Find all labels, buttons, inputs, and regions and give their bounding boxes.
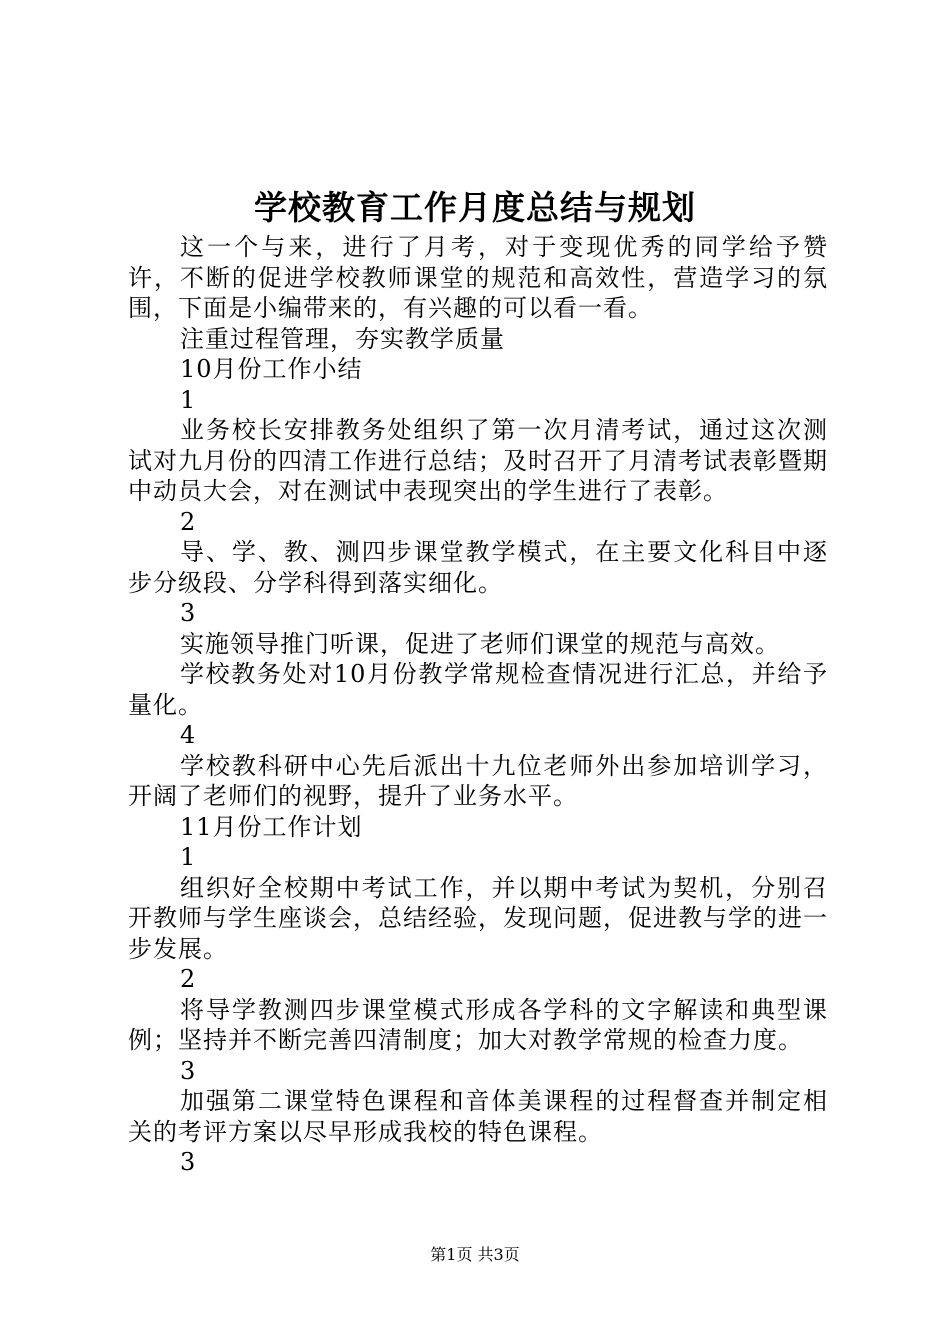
item-number: 2 — [180, 965, 196, 993]
item-number: 3 — [180, 1148, 196, 1176]
paragraph: 学校教科研中心先后派出十九位老师外出参加培训学习，开阔了老师们的视野，提升了业务水平。 — [128, 751, 828, 810]
paragraph-intro: 这一个与来，进行了月考，对于变现优秀的同学给予赞许，不断的促进学校教师课堂的规范和高效性，营造学习的氛围，下面是小编带来的，有兴趣的可以看一看。 — [128, 233, 828, 322]
subsection-heading-november: 11月份工作计划 — [180, 812, 363, 841]
item-number: 1 — [180, 843, 196, 871]
item-number: 3 — [180, 1056, 196, 1085]
paragraph: 业务校长安排教务处组织了第一次月清考试，通过这次测试对九月份的四清工作进行总结；及时召开了月清考试表彰暨期中动员大会，对在测试中表现突出的学生进行了表彰。 — [128, 416, 828, 505]
item-number: 1 — [180, 385, 196, 414]
section-heading: 注重过程管理，夯实教学质量 — [180, 324, 505, 353]
item-number: 4 — [180, 721, 196, 749]
paragraph: 学校教务处对10月份教学常规检查情况进行汇总，并给予量化。 — [128, 660, 828, 719]
paragraph: 加强第二课堂特色课程和音体美课程的过程督查并制定相关的考评方案以尽早形成我校的特色课程。 — [128, 1087, 828, 1146]
page-footer: 第1页 共3页 — [430, 1245, 520, 1264]
paragraph: 实施领导推门听课，促进了老师们课堂的规范与高效。 — [180, 629, 780, 658]
document-title: 学校教育工作月度总结与规划 — [254, 188, 696, 227]
paragraph: 将导学教测四步课堂模式形成各学科的文字解读和典型课例；坚持并不断完善四清制度；加大对教学常规的检查力度。 — [128, 995, 828, 1054]
paragraph: 组织好全校期中考试工作，并以期中考试为契机，分别召开教师与学生座谈会，总结经验，发现问题，促进教与学的进一步发展。 — [128, 873, 828, 963]
item-number: 3 — [180, 599, 196, 627]
document-body — [128, 232, 828, 1178]
item-number: 2 — [180, 507, 196, 536]
paragraph: 导、学、教、测四步课堂教学模式，在主要文化科目中逐步分级段、分学科得到落实细化。 — [128, 538, 828, 597]
subsection-heading-october: 10月份工作小结 — [180, 355, 363, 383]
